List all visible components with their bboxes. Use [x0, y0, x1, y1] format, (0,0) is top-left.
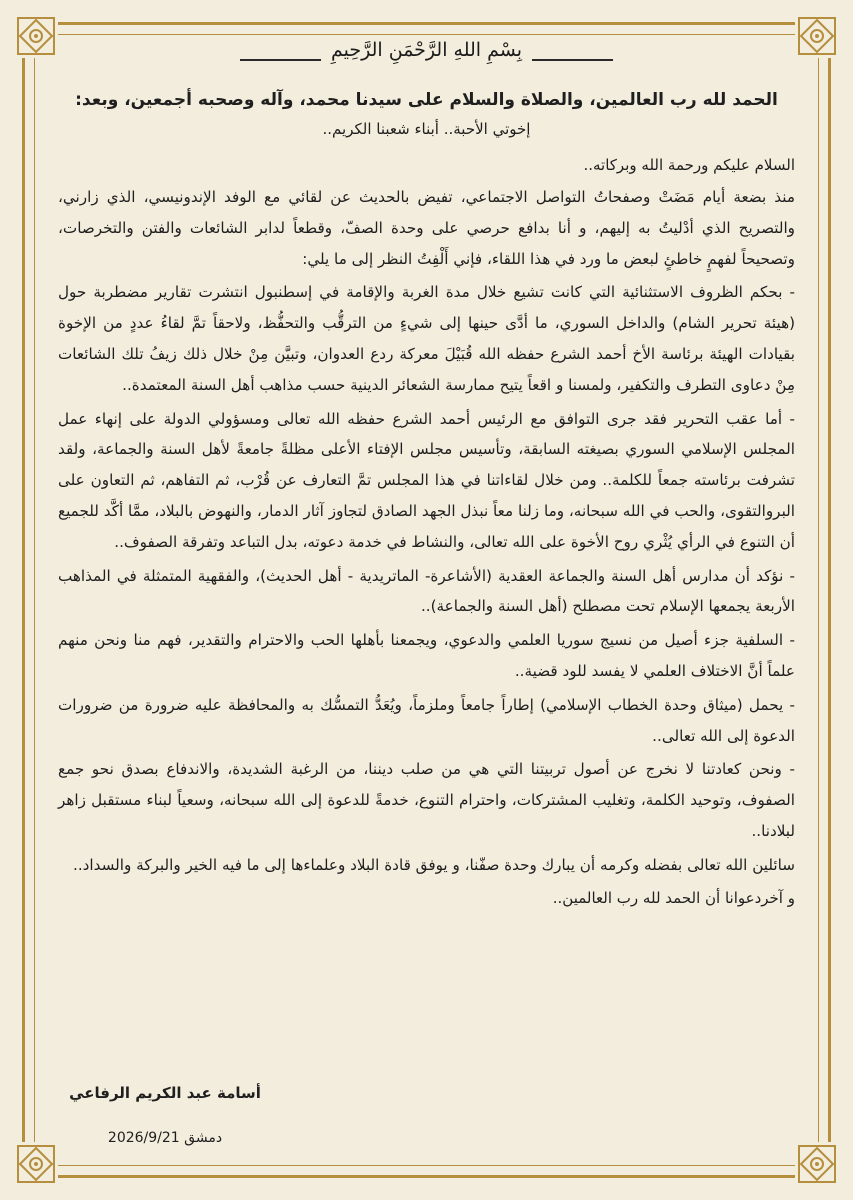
paragraph: منذ بضعة أيام مَضَتْ وصفحاتُ التواصل الاجتماعي، تفيض بالحديث عن لقائي مع الوفد الإندونيسي، الذي زارني، والتصريح الذي أدْليتُ به إليهم، و أنا بدافع حرصي على وحدة الصفّ، وقطعاً لدابر الشائعات والفتن والتخرصات، وتصحيحاً لفهمٍ خاطئٍ لبعض ما ورد في هذا اللقاء، فإني أَلْفِتُ النظر إلى ما يلي: — [58, 188, 795, 268]
letter-body — [58, 86, 795, 927]
paragraph: - يحمل (ميثاق وحدة الخطاب الإسلامي) إطاراً جامعاً وملزماً، ويُعَدُّ التمسُّك به والمحافظة عليه ضرورة من ضرورات الدعوة إلى الله تعالى.. — [58, 695, 795, 745]
corner-ornament-icon — [795, 1142, 839, 1186]
paragraph: - السلفية جزء أصيل من نسيج سوريا العلمي والدعوي، ويجمعنا بأهلها الحب والاحترام والتقدير، فهم منا ونحن منهم علماً أنَّ الاختلاف العلمي لا يفسد للود قضية.. — [58, 631, 795, 680]
basmala: بِسْمِ اللهِ الرَّحْمَنِ الرَّحِيمِ — [321, 39, 532, 61]
paragraph: سائلين الله تعالى بفضله وكرمه أن يبارك وحدة صفّنا، و يوفق قادة البلاد وعلماءها إلى ما فيه الخير والبركة والسداد.. — [73, 855, 795, 874]
salam-line: السلام عليكم ورحمة الله وبركاته.. — [583, 156, 795, 174]
closing-line: و آخردعوانا أن الحمد لله رب العالمين.. — [552, 888, 795, 907]
paragraph: - أما عقب التحرير فقد جرى التوافق مع الرئيس أحمد الشرع حفظه الله تعالى ومسؤولي الدولة على إنهاء عمل المجلس الإسلامي السوري بصيغته السابقة، وتأسيس مجلس الإفتاء الأعلى مظلةً جامعةً لأهل السنة والجماعة، ولقد تشرفت برئاسته جمعاً للكلمة.. ومن خلال لقاءاتنا في هذا المجلس تمَّ التعارف عن قُرْب، ثم التفاهم، ثم التعاون على البروالتقوى، والحب في الله سبحانه، وما زلنا معاً نبذل الجهد الصادق لتجاوز آثار الدمار، والنهوض بالبلاد، ممَّا أكَّد للجميع أن التنوع في الرأي يُثْري روح الأخوة على الله تعالى، والنشاط في خدمة دعوته، بدل التباعد وتفرقة الصفوف.. — [58, 409, 795, 551]
signatory-name: أسامة عبد الكريم الرفاعي — [69, 1084, 261, 1102]
paragraph: - بحكم الظروف الاستثنائية التي كانت تشيع خلال مدة الغربة والإقامة في إسطنبول انتشرت تقارير مضطربة حول (هيئة تحرير الشام) والداخل السوري، ما أدَّى حينها إلى شيءٍ من الترقُّب والتحفُّظ، ولاحقاً تمَّ لقاءُ عددٍ من الإخوة بقيادات الهيئة برئاسة الأخ أحمد الشرع حفظه الله قُبَيْلَ معركة ردع العدوان، وتبيَّن مِنْ خلال ذلك زيفُ تلك الشائعات مِنْ دعاوى التطرف والتكفير، ولمسنا و اقعاً يتيح ممارسة الشعائر الدينية حسب مذاهب أهل السنة المعتمدة.. — [58, 283, 795, 394]
place-and-date: دمشق 2026/9/21 — [107, 1130, 223, 1146]
signature-block — [0, 1080, 330, 1150]
paragraph: - نؤكد أن مدارس أهل السنة والجماعة العقدية (الأشاعرة- الماتريدية - أهل الحديث)، والفقهية المتمثلة في المذاهب الأربعة يجمعها الإسلام تحت مصطلح (أهل السنة والجماعة).. — [58, 566, 795, 616]
opening-line: الحمد لله رب العالمين، والصلاة والسلام على سيدنا محمد، وآله وصحبه أجمعين، وبعد: — [75, 90, 778, 110]
corner-ornament-icon — [14, 14, 58, 58]
basmala-header — [240, 26, 613, 74]
corner-ornament-icon — [795, 14, 839, 58]
greeting-line: إخوتي الأحبة.. أبناء شعبنا الكريم.. — [322, 120, 531, 138]
paragraph: - ونحن كعادتنا لا نخرج عن أصول تربيتنا التي هي من صلب ديننا، من الرغبة الشديدة، والاندفاع بصدق نحو جمع الصفوف، وتوحيد الكلمة، وتغليب المشتركات، واحترام التنوع، خدمةً للدعوة إلى الله سبحانه، وسعياً لبناء مستقبل زاهر لبلادنا.. — [58, 760, 795, 840]
